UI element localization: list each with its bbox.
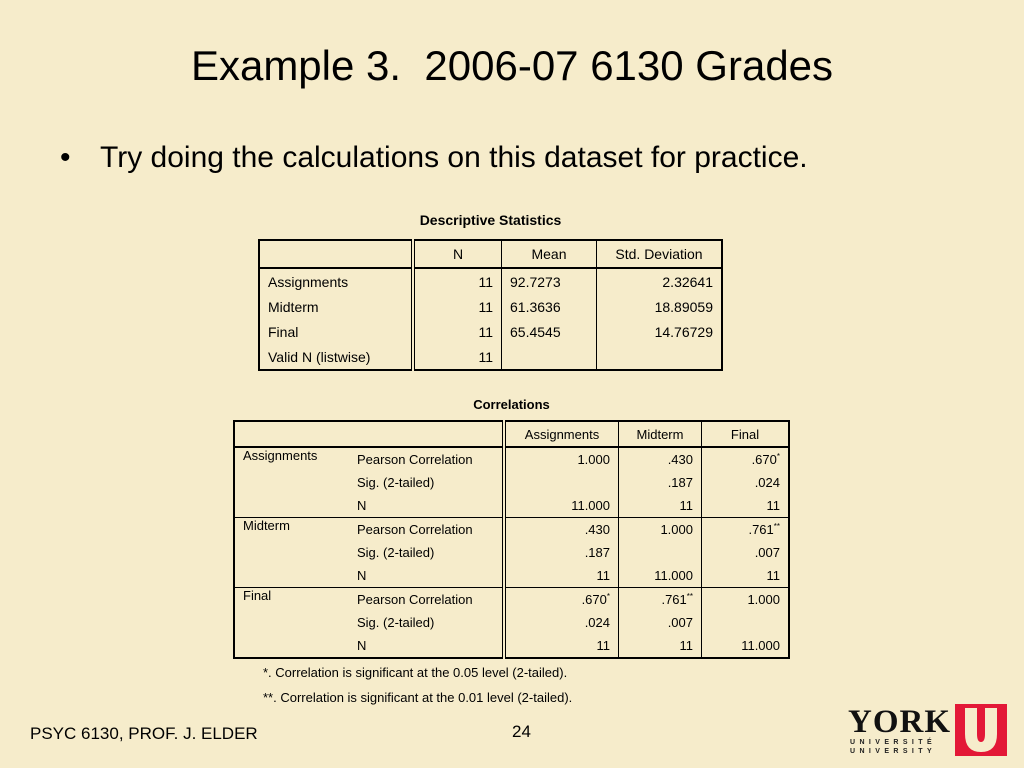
header-cell: Mean — [502, 240, 597, 268]
descriptive-caption: Descriptive Statistics — [419, 212, 562, 228]
cell-assignments — [504, 588, 619, 612]
table-row — [234, 588, 789, 612]
row-group-label — [234, 494, 349, 518]
table-row — [234, 634, 789, 658]
cell-mean — [502, 344, 597, 370]
cell-midterm — [619, 447, 702, 471]
cell-value: .670 — [581, 592, 607, 607]
cell-final — [702, 611, 790, 634]
cell-midterm — [619, 611, 702, 634]
cell-value: 11 — [766, 498, 780, 513]
cell-value: 1.000 — [577, 452, 610, 467]
cell-value: .007 — [754, 545, 780, 560]
row-group-label — [234, 634, 349, 658]
table-row — [234, 564, 789, 588]
row-stat-label: Pearson Correlation — [349, 588, 504, 612]
logo-wordmark: YORK — [848, 704, 951, 740]
cell-sd: 18.89059 — [597, 294, 723, 319]
cell-final — [702, 471, 790, 494]
table-row — [234, 518, 789, 542]
table-header-row — [234, 421, 789, 447]
cell-midterm — [619, 541, 702, 564]
cell-value: .007 — [667, 615, 693, 630]
cell-value: .024 — [754, 475, 780, 490]
cell-final — [702, 518, 790, 542]
cell-n: 11 — [478, 348, 493, 365]
row-label: Midterm — [259, 294, 413, 319]
cell-final — [702, 494, 790, 518]
page-number: 24 — [512, 722, 531, 741]
significance-marker: * — [776, 452, 780, 461]
table-row — [259, 294, 722, 319]
header-corner — [234, 421, 349, 447]
cell-n: 11 — [478, 298, 493, 315]
header-cell: Assignments — [504, 421, 619, 447]
row-group-label — [234, 541, 349, 564]
bullet-item — [60, 138, 808, 178]
header-cell: Final — [702, 421, 790, 447]
cell-value: 11 — [766, 568, 780, 583]
cell-value: .430 — [667, 452, 693, 467]
cell-mean: 65.4545 — [502, 319, 597, 344]
cell-midterm — [619, 471, 702, 494]
row-stat-label: N — [349, 564, 504, 588]
cell-n: 11 — [478, 273, 493, 290]
correlations-table — [233, 420, 790, 659]
cell-sd: 14.76729 — [597, 319, 723, 344]
table-row — [234, 541, 789, 564]
cell-sd — [597, 344, 723, 370]
table-row — [259, 268, 722, 294]
cell-midterm — [619, 494, 702, 518]
cell-final — [702, 634, 790, 658]
bullet-text: Try doing the calculations on this dataset for practice. — [100, 141, 808, 174]
correlations-caption: Correlations — [473, 397, 550, 412]
cell-value: 11 — [679, 638, 693, 653]
table-row — [259, 344, 722, 370]
cell-mean: 92.7273 — [502, 268, 597, 294]
cell-final — [702, 564, 790, 588]
cell-value: 1.000 — [660, 522, 693, 537]
row-label: Assignments — [259, 268, 413, 294]
significance-marker: ** — [686, 592, 693, 601]
cell-final — [702, 447, 790, 471]
header-cell: Midterm — [619, 421, 702, 447]
significance-marker: * — [606, 592, 610, 601]
cell-assignments — [504, 541, 619, 564]
cell-sd: 2.32641 — [597, 268, 723, 294]
slide-title: Example 3. 2006-07 6130 Grades — [190, 42, 834, 89]
york-u-mark-icon — [955, 704, 1007, 756]
cell-value: 11 — [679, 498, 693, 513]
descriptive-statistics-table — [258, 239, 723, 371]
table-row — [234, 494, 789, 518]
cell-value: .430 — [584, 522, 610, 537]
row-group-label: Final — [234, 588, 349, 612]
header-cell: Std. Deviation — [597, 240, 723, 268]
cell-value: .187 — [667, 475, 693, 490]
cell-assignments — [504, 471, 619, 494]
header-cell: N — [413, 240, 502, 268]
table-row — [259, 319, 722, 344]
row-stat-label: Sig. (2-tailed) — [349, 541, 504, 564]
footnote: *. Correlation is significant at the 0.05 level (2-tailed). — [263, 665, 568, 680]
cell-assignments — [504, 634, 619, 658]
course-footer: PSYC 6130, PROF. J. ELDER — [30, 724, 258, 743]
row-stat-label: Sig. (2-tailed) — [349, 611, 504, 634]
cell-value: 11 — [596, 638, 610, 653]
cell-value: .024 — [584, 615, 610, 630]
row-group-label — [234, 564, 349, 588]
cell-value: .761 — [661, 592, 687, 607]
row-stat-label: Pearson Correlation — [349, 518, 504, 542]
row-stat-label: N — [349, 634, 504, 658]
row-stat-label: N — [349, 494, 504, 518]
table-row — [234, 447, 789, 471]
row-group-label — [234, 471, 349, 494]
row-label: Valid N (listwise) — [259, 344, 413, 370]
cell-value: 11.000 — [654, 568, 693, 583]
row-group-label: Assignments — [243, 448, 318, 463]
cell-final — [702, 541, 790, 564]
cell-value: .187 — [584, 545, 610, 560]
row-label: Final — [259, 319, 413, 344]
cell-assignments — [504, 564, 619, 588]
significance-marker: ** — [773, 522, 780, 531]
cell-value: 1.000 — [747, 592, 780, 607]
logo-subtext: UNIVERSITÉ UNIVERSITY — [850, 739, 937, 755]
cell-assignments — [504, 611, 619, 634]
row-group-label: Midterm — [234, 518, 349, 542]
cell-value: 11 — [596, 568, 610, 583]
cell-midterm — [619, 588, 702, 612]
row-group-label — [234, 611, 349, 634]
cell-mean: 61.3636 — [502, 294, 597, 319]
cell-final — [702, 588, 790, 612]
cell-midterm — [619, 564, 702, 588]
cell-value: 11.000 — [571, 498, 610, 513]
cell-value: .761 — [748, 522, 774, 537]
cell-value: 11.000 — [741, 638, 780, 653]
header-corner — [349, 421, 504, 447]
cell-assignments — [504, 518, 619, 542]
york-university-logo — [848, 704, 1008, 760]
table-row — [234, 471, 789, 494]
cell-midterm — [619, 634, 702, 658]
cell-n: 11 — [478, 323, 493, 340]
bullet-symbol: • — [60, 141, 71, 174]
header-corner — [259, 240, 413, 268]
cell-value: .670 — [751, 452, 777, 467]
cell-assignments — [504, 447, 619, 471]
table-header-row — [259, 240, 722, 268]
cell-assignments — [504, 494, 619, 518]
row-stat-label: Pearson Correlation — [349, 447, 504, 471]
cell-midterm — [619, 518, 702, 542]
footnote: **. Correlation is significant at the 0.01 level (2-tailed). — [263, 690, 573, 705]
table-row — [234, 611, 789, 634]
row-stat-label: Sig. (2-tailed) — [349, 471, 504, 494]
